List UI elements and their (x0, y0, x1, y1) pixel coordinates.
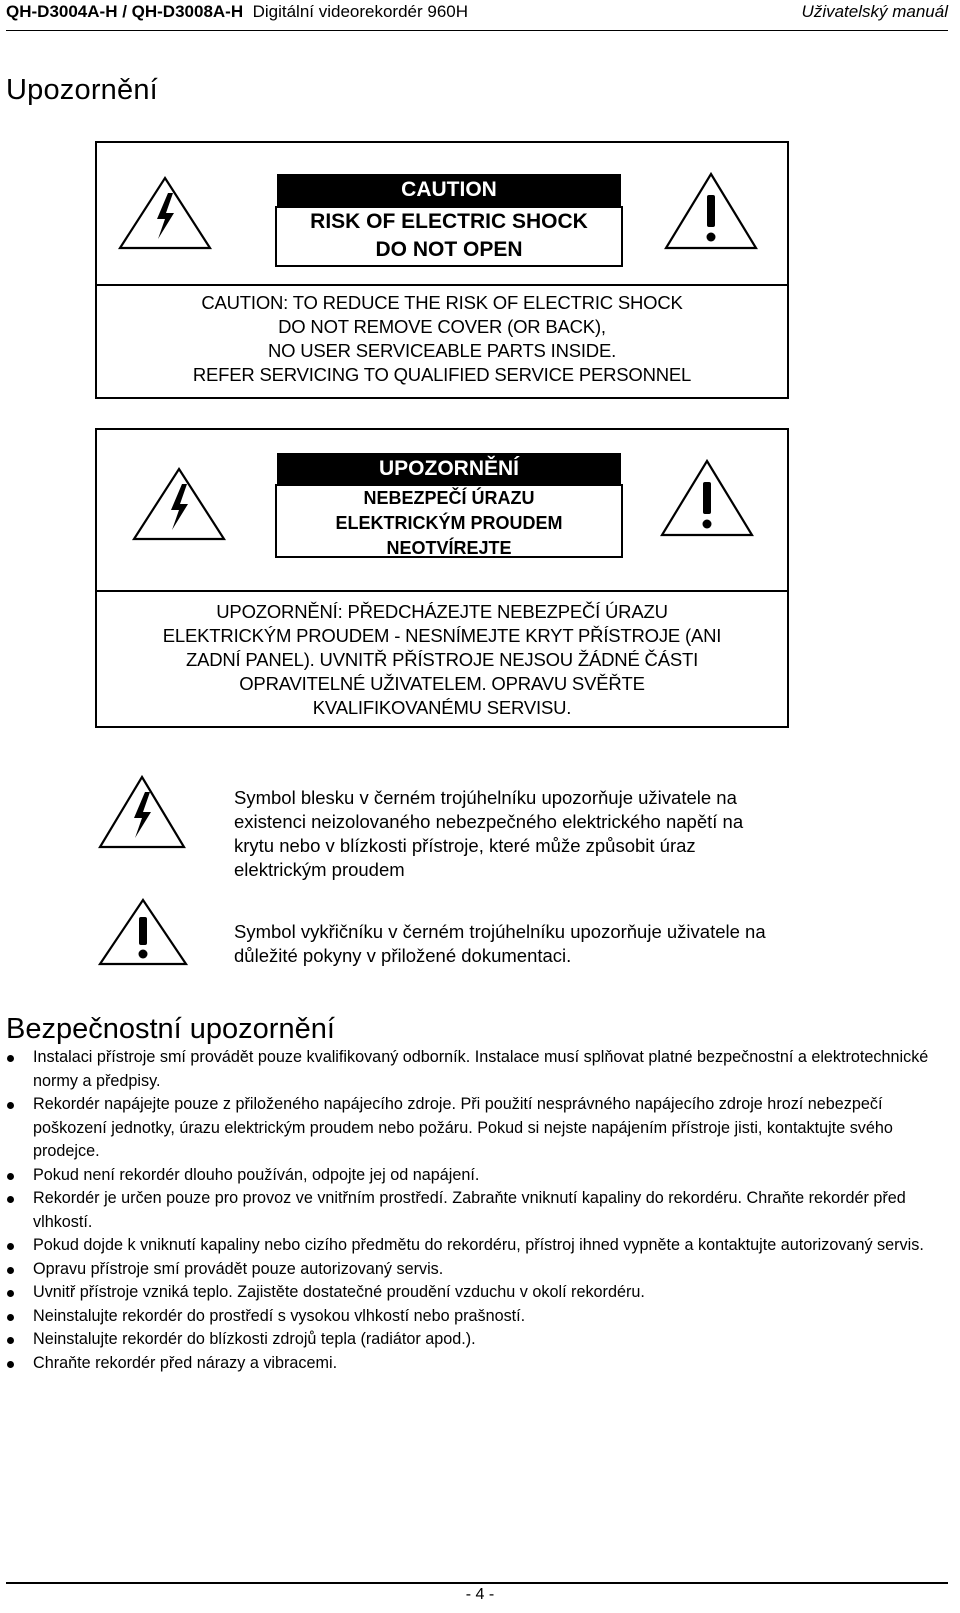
caution-text-line: DO NOT REMOVE COVER (OR BACK), (278, 316, 606, 337)
exclamation-symbol-text (234, 920, 766, 968)
bullet-icon (7, 1173, 14, 1180)
bullet-icon (7, 1314, 14, 1321)
upozorneni-text-line: UPOZORNĚNÍ: PŘEDCHÁZEJTE NEBEZPEČÍ ÚRAZU (216, 601, 668, 622)
lightning-warning-icon (131, 466, 227, 542)
upozorneni-text-line: KVALIFIKOVANÉMU SERVISU. (312, 697, 572, 718)
list-item (6, 1281, 948, 1305)
exclamation-warning-icon (659, 458, 755, 538)
caution-divider (97, 284, 787, 286)
lightning-warning-icon (97, 774, 187, 850)
caution-text-line: REFER SERVICING TO QUALIFIED SERVICE PERSONNEL (192, 364, 692, 385)
exclamation-text-line: důležité pokyny v přiložené dokumentaci. (234, 945, 572, 966)
exclamation-warning-icon (663, 171, 759, 251)
lightning-text-line: krytu nebo v blízkosti přístroje, které může způsobit úraz (234, 835, 696, 856)
caution-box-cz (95, 428, 789, 728)
bullet-icon (7, 1243, 14, 1250)
lightning-symbol-text (234, 786, 743, 882)
lightning-text-line: existenci neizolovaného nebezpečného elektrického napětí na (234, 811, 744, 832)
bullet-icon (7, 1102, 14, 1109)
page-number: - 4 - (465, 1586, 495, 1603)
lightning-text-line: Symbol blesku v černém trojúhelníku upozorňuje uživatele na (234, 787, 737, 808)
safety-list (6, 1046, 948, 1375)
caution-label (275, 206, 623, 267)
list-item (6, 1093, 948, 1164)
exclamation-warning-icon (97, 897, 189, 967)
upozorneni-divider (97, 590, 787, 592)
upozorneni-bar: UPOZORNĚNÍ (277, 453, 621, 484)
header-manual: Uživatelský manuál (801, 2, 948, 21)
bullet-icon (7, 1267, 14, 1274)
upozorneni-text-line: ELEKTRICKÝM PROUDEM - NESNÍMEJTE KRYT PŘÍSTROJE (ANI (162, 625, 722, 646)
header-left (6, 0, 468, 24)
bullet-icon (7, 1361, 14, 1368)
caution-text-line: NO USER SERVICEABLE PARTS INSIDE. (267, 340, 617, 361)
list-item (6, 1046, 948, 1093)
caution-box-en (95, 141, 789, 399)
upozorneni-label-line: ELEKTRICKÝM PROUDEM (335, 513, 563, 533)
section-title-warning: Upozornění (6, 74, 158, 106)
header-model: QH-D3004A-H / QH-D3008A-H (6, 2, 244, 21)
list-item-text: Neinstalujte rekordér do blízkosti zdrojů tepla (radiátor apod.). (33, 1330, 476, 1348)
list-item (6, 1234, 948, 1258)
list-item (6, 1164, 948, 1188)
list-item (6, 1305, 948, 1329)
list-item-text: Instalaci přístroje smí provádět pouze kvalifikovaný odborník. Instalace musí splňovat platné bezpečnostní a elektrotechnické normy a předpisy. (33, 1048, 929, 1090)
list-item-text: Chraňte rekordér před nárazy a vibracemi. (33, 1353, 338, 1372)
list-item (6, 1258, 948, 1282)
list-item-text: Opravu přístroje smí provádět pouze autorizovaný servis. (33, 1259, 444, 1278)
list-item-text: Rekordér je určen pouze pro provoz ve vnitřním prostředí. Zabraňte vniknutí kapaliny do rekordéru. Chraňte rekordér před vlhkostí. (33, 1189, 906, 1231)
upozorneni-text (97, 600, 787, 720)
list-item (6, 1187, 948, 1234)
upozorneni-label-line: NEBEZPEČÍ ÚRAZU (363, 488, 535, 508)
list-item-text: Pokud dojde k vniknutí kapaliny nebo cizího předmětu do rekordéru, přístroj ihned vypněte a kontaktujte autorizovaný servis. (33, 1236, 924, 1254)
bullet-icon (7, 1196, 14, 1203)
list-item (6, 1352, 948, 1376)
caution-label-line: DO NOT OPEN (375, 238, 523, 261)
list-item-text: Pokud není rekordér dlouho používán, odpojte jej od napájení. (33, 1165, 480, 1184)
footer-divider (6, 1582, 948, 1584)
lightning-text-line: elektrickým proudem (234, 859, 405, 880)
upozorneni-text-line: OPRAVITELNÉ UŽIVATELEM. OPRAVU SVĚŘTE (239, 673, 645, 694)
bullet-icon (7, 1337, 14, 1344)
list-item-text: Rekordér napájejte pouze z přiloženého napájecího zdroje. Při použití nesprávného napájecího zdroje hrozí nebezpečí poškození jednotky, úrazu elektrickým proudem nebo požáru. Pokud si nejste napájením přístroje jisti, kontaktujte svého prodejce. (33, 1095, 893, 1160)
page-header (6, 0, 948, 31)
upozorneni-label-line: NEOTVÍREJTE (386, 538, 512, 558)
caution-bar: CAUTION (277, 174, 621, 206)
caution-text-line: CAUTION: TO REDUCE THE RISK OF ELECTRIC SHOCK (201, 292, 683, 313)
list-item-text: Uvnitř přístroje vzniká teplo. Zajistěte dostatečné proudění vzduchu v okolí rekordéru. (33, 1283, 645, 1301)
section-title-safety: Bezpečnostní upozornění (6, 1013, 335, 1045)
exclamation-text-line: Symbol vykřičníku v černém trojúhelníku upozorňuje uživatele na (234, 921, 766, 942)
bullet-icon (7, 1055, 14, 1062)
caution-label-line: RISK OF ELECTRIC SHOCK (310, 210, 588, 233)
bullet-icon (7, 1290, 14, 1297)
list-item-text: Neinstalujte rekordér do prostředí s vysokou vlhkostí nebo prašností. (33, 1306, 526, 1325)
caution-text (97, 291, 787, 387)
lightning-warning-icon (117, 175, 213, 251)
upozorneni-label (275, 484, 623, 558)
upozorneni-text-line: ZADNÍ PANEL). UVNITŘ PŘÍSTROJE NEJSOU ŽÁDNÉ ČÁSTI (185, 649, 699, 670)
header-product: Digitální videorekordér 960H (252, 2, 469, 21)
list-item (6, 1328, 948, 1352)
